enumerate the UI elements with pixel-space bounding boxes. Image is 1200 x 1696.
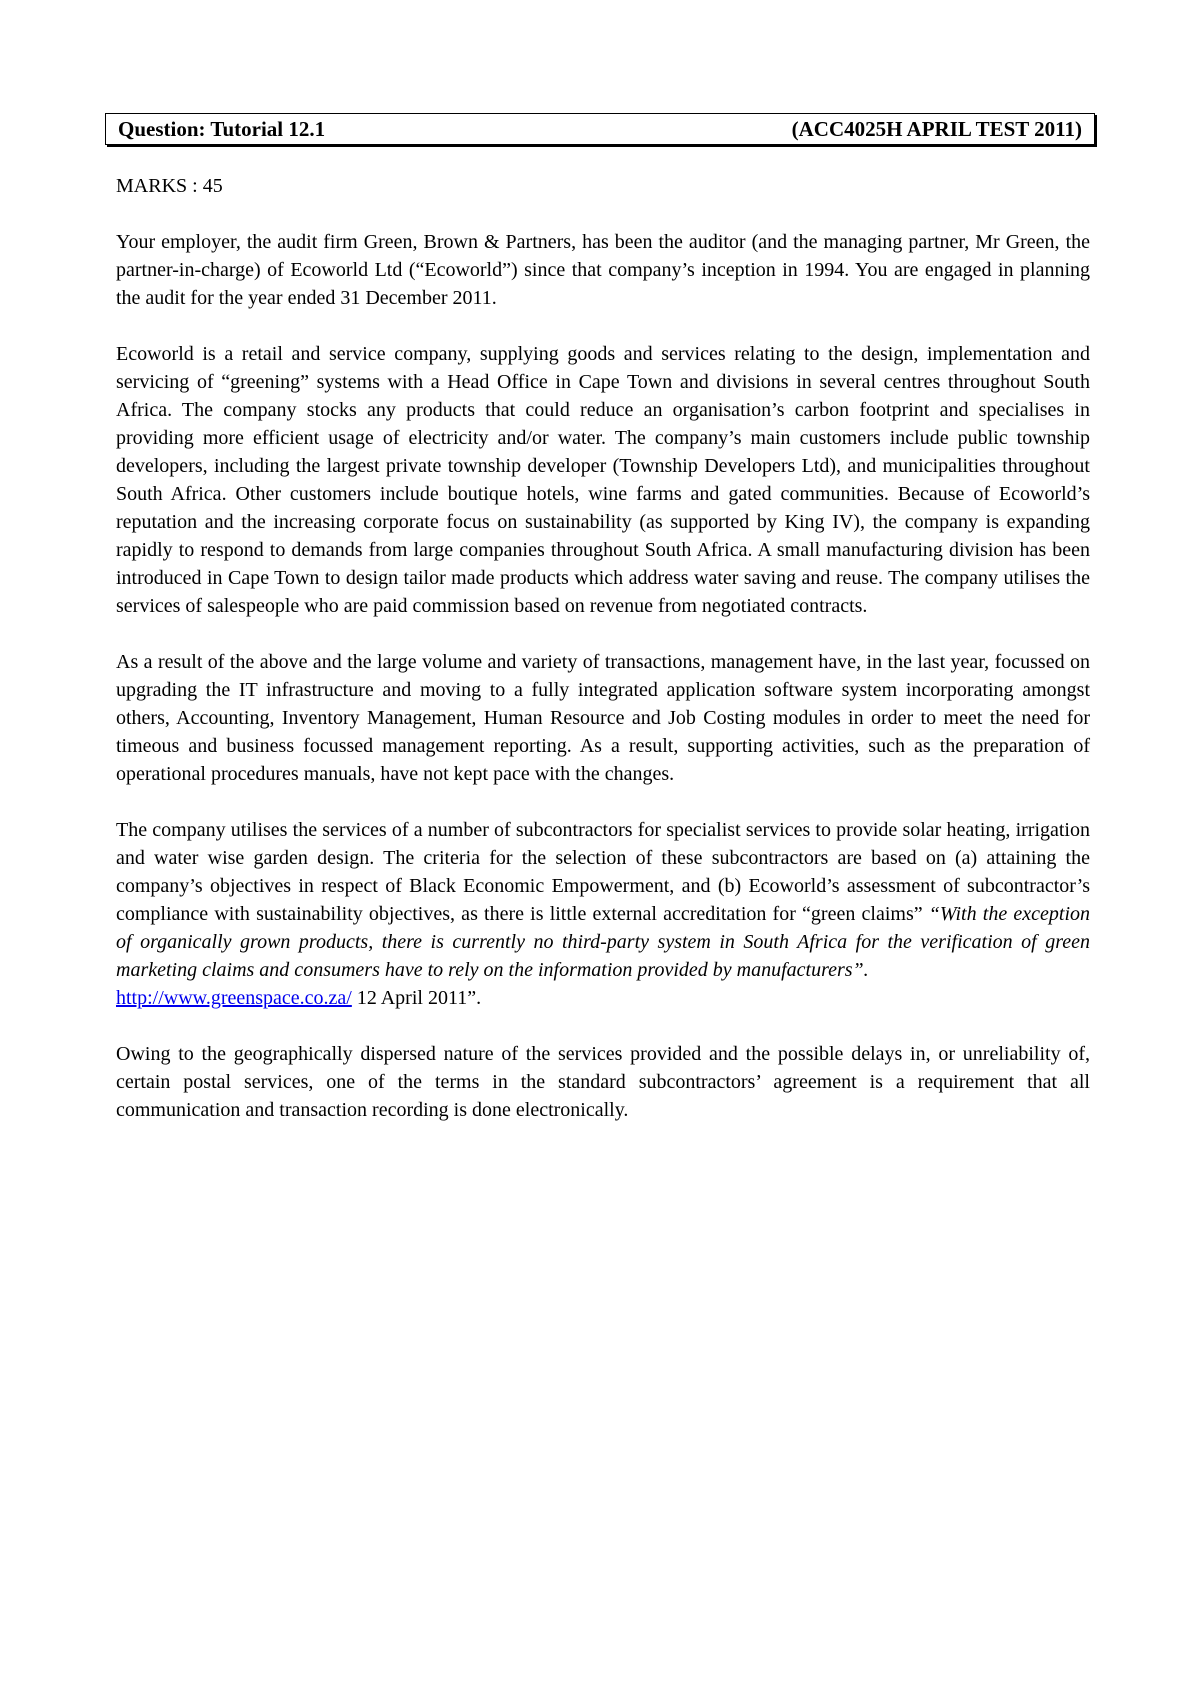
greenspace-quote: “With the exception of organically grown products, there is currently no third-party system in South Africa for the verification of green marketing claims and consumers have to rely on the information provided by manufacturers”. [116, 903, 1090, 981]
subcontractors-text: The company utilises the services of a number of subcontractors for specialist services to provide solar heating, irrigation and water wise garden design. The criteria for the selection of these subcontractors are based on (a) attaining the company’s objectives in respect of Black Economic Empowerment, and (b) Ecoworld’s assessment of subcontractor’s compliance with sustainability objectives, as there is little external accreditation for “green claims” [116, 819, 1090, 925]
paragraph-subcontractors [116, 816, 1090, 984]
paragraph-company-overview: Ecoworld is a retail and service company, supplying goods and services relating to the design, implementation and servicing of “greening” systems with a Head Office in Cape Town and divisions in several centres throughout South Africa. The company stocks any products that could reduce an organisation’s carbon footprint and specialises in providing more efficient usage of electricity and/or water. The company’s main customers include public township developers, including the largest private township developer (Township Developers Ltd), and municipalities throughout South Africa. Other customers include boutique hotels, wine farms and gated communities. Because of Ecoworld’s reputation and the increasing corporate focus on sustainability (as supported by King IV), the company is expanding rapidly to respond to demands from large companies throughout South Africa. A small manufacturing division has been introduced in Cape Town to design tailor made products which address water saving and reuse. The company utilises the services of salespeople who are paid commission based on revenue from negotiated contracts. [116, 343, 1090, 617]
paragraph-engagement: Your employer, the audit firm Green, Brown & Partners, has been the auditor (and the managing partner, Mr Green, the partner-in-charge) of Ecoworld Ltd (“Ecoworld”) since that company’s inception in 1994. You are engaged in planning the audit for the year ended 31 December 2011. [116, 231, 1090, 309]
question-header-box [105, 113, 1095, 145]
test-reference: (ACC4025H APRIL TEST 2011) [791, 116, 1082, 141]
question-body [116, 172, 1090, 1152]
citation-line [116, 984, 1090, 1012]
paragraph-it-infrastructure: As a result of the above and the large volume and variety of transactions, management have, in the last year, focussed on upgrading the IT infrastructure and moving to a fully integrated application software system incorporating amongst others, Accounting, Inventory Management, Human Resource and Job Costing modules in order to meet the need for timeous and business focussed management reporting. As a result, supporting activities, such as the preparation of operational procedures manuals, have not kept pace with the changes. [116, 651, 1090, 785]
marks-label: MARKS : 45 [116, 175, 223, 197]
question-title: Question: Tutorial 12.1 [118, 116, 326, 141]
paragraph-electronic-communication: Owing to the geographically dispersed nature of the services provided and the possible delays in, or unreliability of, certain postal services, one of the terms in the standard subcontractors’ agreement is a requirement that all communication and transaction recording is done electronically. [116, 1043, 1090, 1121]
greenspace-link[interactable]: http://www.greenspace.co.za/ [116, 987, 352, 1009]
citation-date: 12 April 2011”. [351, 987, 482, 1009]
